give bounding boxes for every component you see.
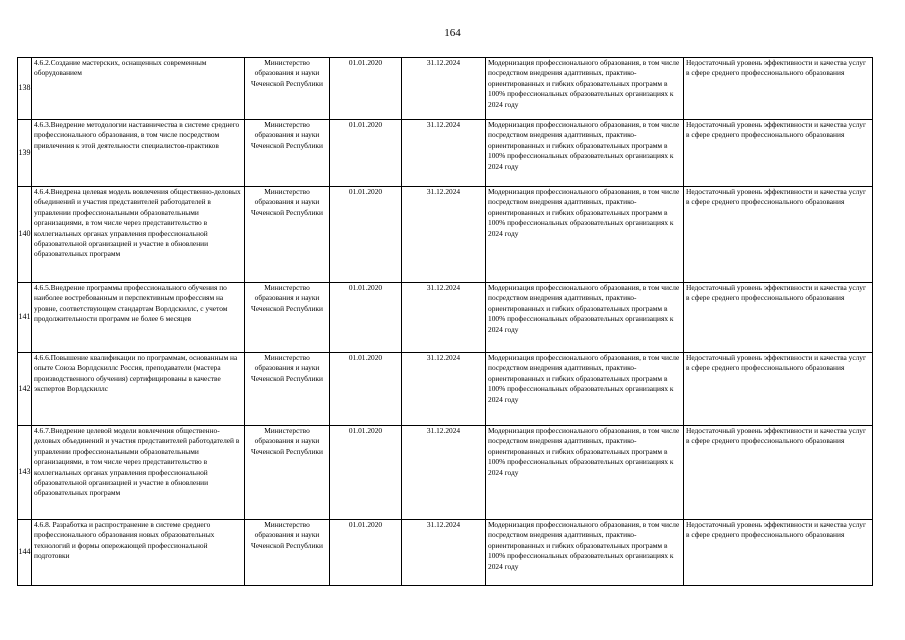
consequence-cell: Недостаточный уровень эффективности и качества услуг в сфере среднего профессионального образования bbox=[684, 58, 873, 120]
start-date-cell: 01.01.2020 bbox=[330, 187, 402, 283]
end-date-cell: 31.12.2024 bbox=[402, 520, 486, 586]
end-date-cell: 31.12.2024 bbox=[402, 120, 486, 187]
table-row bbox=[18, 58, 873, 120]
measure-cell: 4.6.3.Внедрение методологии наставничества в системе среднего профессионального образования, в том числе посредством привлечения к этой деятельности специалистов-практиков bbox=[32, 120, 245, 187]
start-date-cell: 01.01.2020 bbox=[330, 353, 402, 426]
executor-cell: Министерство образования и науки Чеченской Республики bbox=[245, 520, 330, 586]
result-cell: Модернизация профессионального образования, в том числе посредством внедрения адаптивных, практико-ориентированных и гибких образовательных программ в 100% профессиональных образовательных организациях к 2024 году bbox=[486, 426, 684, 520]
result-cell: Модернизация профессионального образования, в том числе посредством внедрения адаптивных, практико-ориентированных и гибких образовательных программ в 100% профессиональных образовательных организациях к 2024 году bbox=[486, 353, 684, 426]
end-date-cell: 31.12.2024 bbox=[402, 187, 486, 283]
consequence-cell: Недостаточный уровень эффективности и качества услуг в сфере среднего профессионального образования bbox=[684, 283, 873, 353]
measure-cell: 4.6.5.Внедрение программы профессионального обучения по наиболее востребованным и перспективным профессиям на уровне, соответствующем стандартам Ворлдскиллс, с учетом продолжительности программ не более 6 месяцев bbox=[32, 283, 245, 353]
result-cell: Модернизация профессионального образования, в том числе посредством внедрения адаптивных, практико-ориентированных и гибких образовательных программ в 100% профессиональных образовательных организациях к 2024 году bbox=[486, 283, 684, 353]
measures-table bbox=[17, 57, 873, 586]
table-row bbox=[18, 426, 873, 520]
row-number: 138 bbox=[18, 58, 32, 120]
measure-cell: 4.6.6.Повышение квалификации по программам, основанным на опыте Союза Ворлдскиллс Россия, преподаватели (мастера производственного обучения) сертифицированы в качестве экспертов Ворлдскиллс bbox=[32, 353, 245, 426]
start-date-cell: 01.01.2020 bbox=[330, 120, 402, 187]
start-date-cell: 01.01.2020 bbox=[330, 58, 402, 120]
consequence-cell: Недостаточный уровень эффективности и качества услуг в сфере среднего профессионального образования bbox=[684, 426, 873, 520]
table-row bbox=[18, 353, 873, 426]
result-cell: Модернизация профессионального образования, в том числе посредством внедрения адаптивных, практико-ориентированных и гибких образовательных программ в 100% профессиональных образовательных организациях к 2024 году bbox=[486, 520, 684, 586]
result-cell: Модернизация профессионального образования, в том числе посредством внедрения адаптивных, практико-ориентированных и гибких образовательных программ в 100% профессиональных образовательных организациях к 2024 году bbox=[486, 187, 684, 283]
table-row bbox=[18, 283, 873, 353]
consequence-cell: Недостаточный уровень эффективности и качества услуг в сфере среднего профессионального образования bbox=[684, 120, 873, 187]
executor-cell: Министерство образования и науки Чеченской Республики bbox=[245, 187, 330, 283]
measure-cell: 4.6.7.Внедрение целевой модели вовлечения общественно-деловых объединений и участия представителей работодателей в управлении профессиональными образовательными организациями, в том числе через представительство в коллегиальных органах управления профессиональной образовательной организацией и участие в обновлении образовательных программ bbox=[32, 426, 245, 520]
table-row bbox=[18, 187, 873, 283]
result-cell: Модернизация профессионального образования, в том числе посредством внедрения адаптивных, практико-ориентированных и гибких образовательных программ в 100% профессиональных образовательных организациях к 2024 году bbox=[486, 58, 684, 120]
row-number: 139 bbox=[18, 120, 32, 187]
measure-cell: 4.6.8. Разработка и распространение в системе среднего профессионального образования новых образовательных технологий и формы опережающей профессиональной подготовки bbox=[32, 520, 245, 586]
consequence-cell: Недостаточный уровень эффективности и качества услуг в сфере среднего профессионального образования bbox=[684, 187, 873, 283]
page-number: 164 bbox=[444, 27, 461, 39]
row-number: 143 bbox=[18, 426, 32, 520]
executor-cell: Министерство образования и науки Чеченской Республики bbox=[245, 283, 330, 353]
executor-cell: Министерство образования и науки Чеченской Республики bbox=[245, 120, 330, 187]
consequence-cell: Недостаточный уровень эффективности и качества услуг в сфере среднего профессионального образования bbox=[684, 520, 873, 586]
start-date-cell: 01.01.2020 bbox=[330, 520, 402, 586]
measure-cell: 4.6.4.Внедрена целевая модель вовлечения общественно-деловых объединений и участия представителей работодателей в управлении профессиональными образовательными организациями, в том числе через представительство в коллегиальных органах управления профессиональной образовательной организацией и участие в обновлении образовательных программ bbox=[32, 187, 245, 283]
executor-cell: Министерство образования и науки Чеченской Республики bbox=[245, 353, 330, 426]
consequence-cell: Недостаточный уровень эффективности и качества услуг в сфере среднего профессионального образования bbox=[684, 353, 873, 426]
end-date-cell: 31.12.2024 bbox=[402, 283, 486, 353]
measure-cell: 4.6.2.Создание мастерских, оснащенных современным оборудованием bbox=[32, 58, 245, 120]
end-date-cell: 31.12.2024 bbox=[402, 58, 486, 120]
row-number: 144 bbox=[18, 520, 32, 586]
end-date-cell: 31.12.2024 bbox=[402, 426, 486, 520]
row-number: 142 bbox=[18, 353, 32, 426]
end-date-cell: 31.12.2024 bbox=[402, 353, 486, 426]
result-cell: Модернизация профессионального образования, в том числе посредством внедрения адаптивных, практико-ориентированных и гибких образовательных программ в 100% профессиональных образовательных организациях к 2024 году bbox=[486, 120, 684, 187]
executor-cell: Министерство образования и науки Чеченской Республики bbox=[245, 426, 330, 520]
row-number: 140 bbox=[18, 187, 32, 283]
row-number: 141 bbox=[18, 283, 32, 353]
table-row bbox=[18, 120, 873, 187]
table-row bbox=[18, 520, 873, 586]
start-date-cell: 01.01.2020 bbox=[330, 426, 402, 520]
executor-cell: Министерство образования и науки Чеченской Республики bbox=[245, 58, 330, 120]
start-date-cell: 01.01.2020 bbox=[330, 283, 402, 353]
